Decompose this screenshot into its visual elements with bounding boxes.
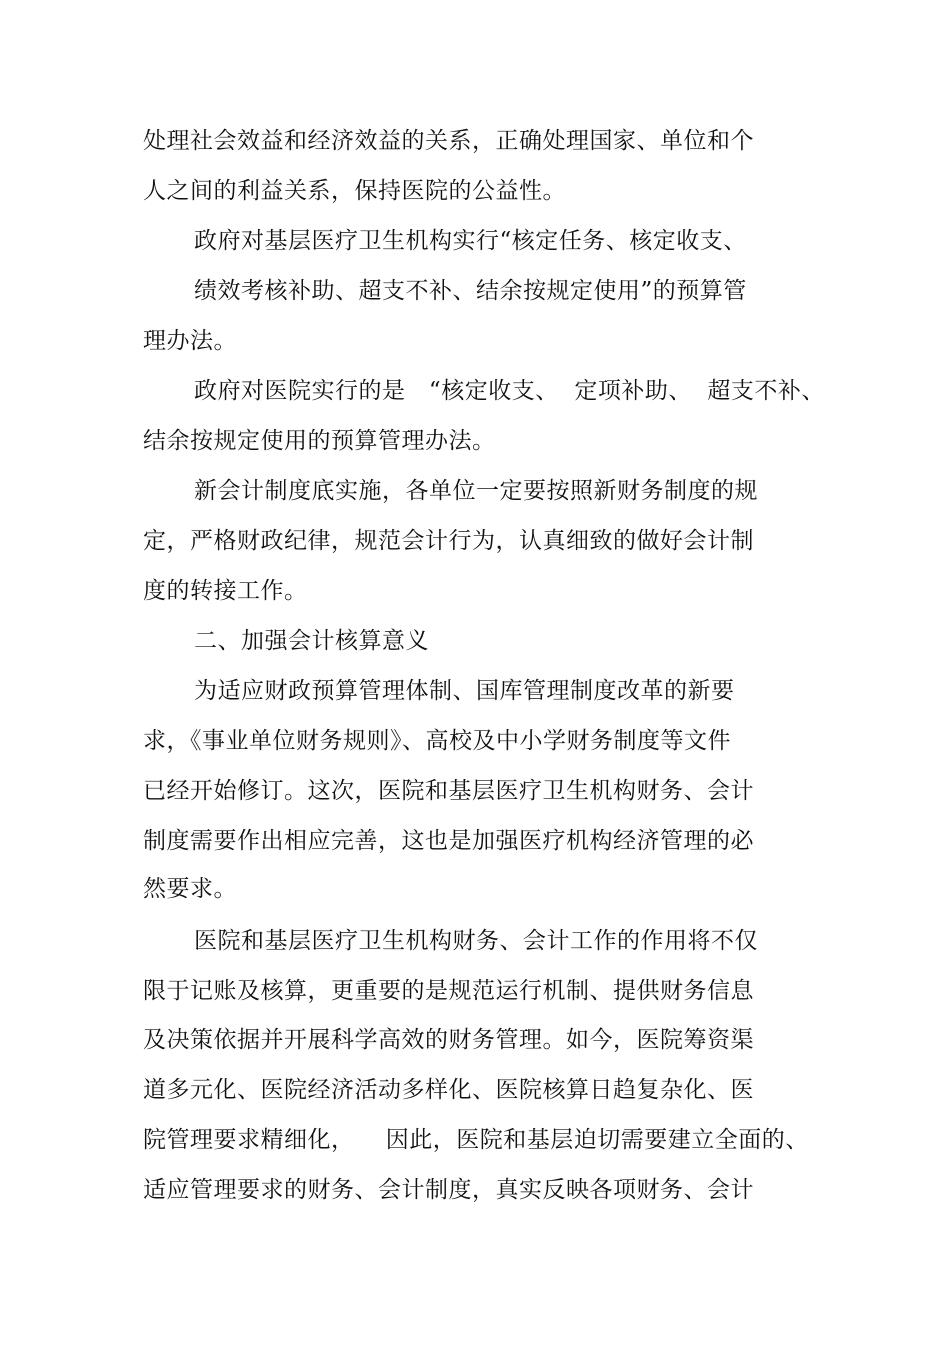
body-text-line: 限于记账及核算，更重要的是规范运行机制、提供财务信息 <box>143 978 754 1004</box>
body-text-line: 新会计制度底实施，各单位一定要按照新财务制度的规 <box>194 478 758 504</box>
body-text-line: 适应管理要求的财务、会计制度，真实反映各项财务、会计 <box>143 1177 754 1203</box>
body-text-line: 为适应财政预算管理体制、国库管理制度改革的新要 <box>194 678 735 704</box>
body-text-line: 道多元化、医院经济活动多样化、医院核算日趋复杂化、医 <box>143 1077 754 1103</box>
body-text-line: 定，严格财政纪律，规范会计行为，认真细致的做好会计制 <box>143 528 754 554</box>
body-text-line: 结余按规定使用的预算管理办法。 <box>143 428 496 454</box>
body-text-line: 理办法。 <box>143 328 237 354</box>
body-text-line: 医院和基层医疗卫生机构财务、会计工作的作用将不仅 <box>194 928 758 954</box>
body-text-line: 政府对医院实行的是 “核定收支、 定项补助、 超支不补、 <box>194 378 825 404</box>
body-text-line: 然要求。 <box>143 876 237 902</box>
body-text-line: 人之间的利益关系，保持医院的公益性。 <box>143 178 566 204</box>
section-heading: 二、加强会计核算意义 <box>194 628 429 654</box>
body-text-line: 政府对基层医疗卫生机构实行“核定任务、核定收支、 <box>194 228 747 254</box>
body-text-line: 处理社会效益和经济效益的关系，正确处理国家、单位和个 <box>143 128 754 154</box>
body-text-line: 制度需要作出相应完善，这也是加强医疗机构经济管理的必 <box>143 828 754 854</box>
body-text-line: 度的转接工作。 <box>143 578 308 604</box>
body-text-line: 院管理要求精细化， 因此，医院和基层迫切需要建立全面的、 <box>143 1127 809 1153</box>
body-text-line: 及决策依据并开展科学高效的财务管理。如今，医院筹资渠 <box>143 1027 754 1053</box>
body-text-line: 已经开始修订。这次，医院和基层医疗卫生机构财务、会计 <box>143 778 754 804</box>
body-text-line: 绩效考核补助、超支不补、结余按规定使用”的预算管 <box>194 278 747 304</box>
body-text-line: 求，《事业单位财务规则》、高校及中小学财务制度等文件 <box>143 728 731 754</box>
